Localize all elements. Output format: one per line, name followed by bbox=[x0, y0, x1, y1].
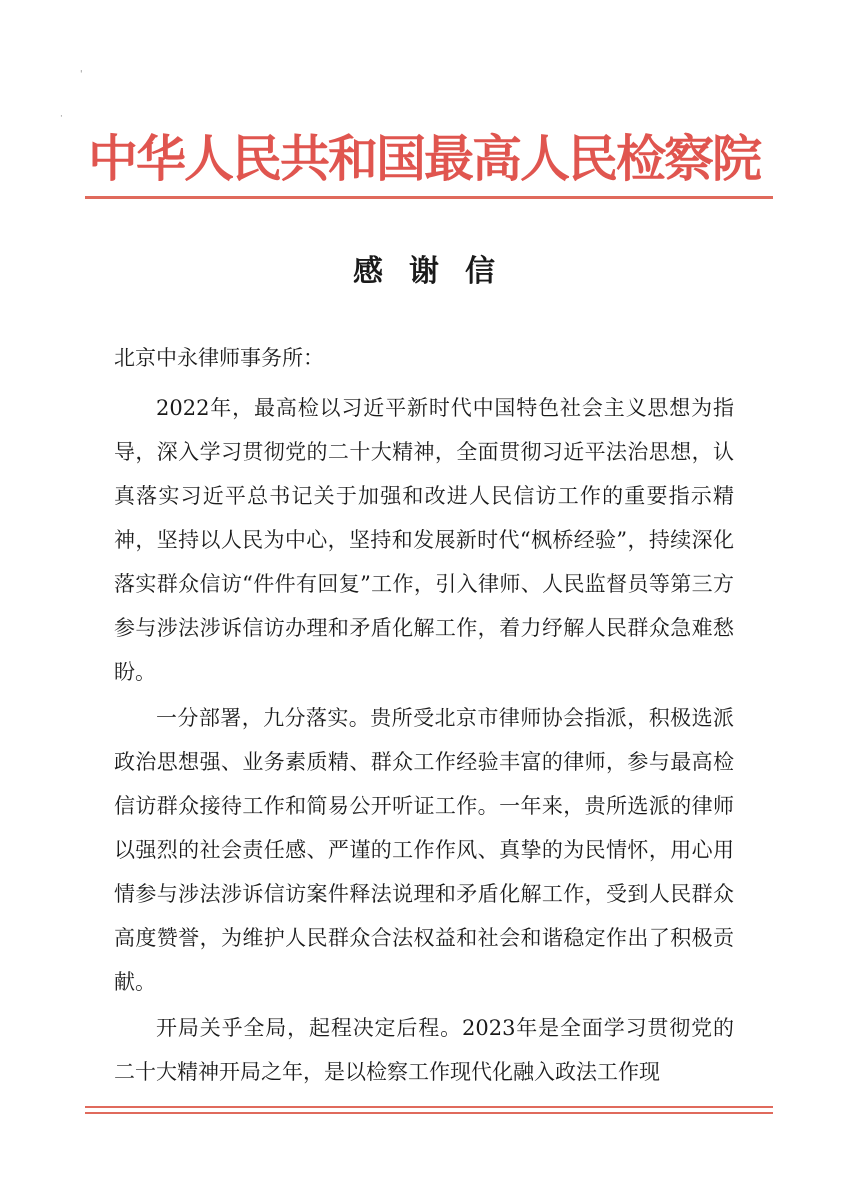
scan-mark-1: ' bbox=[80, 70, 83, 80]
footer-red-rule-upper bbox=[85, 1106, 773, 1108]
scan-mark-2: · bbox=[60, 112, 63, 122]
letter-title: 感谢信 bbox=[353, 254, 521, 289]
paragraph-2: 一分部署，九分落实。贵所受北京市律师协会指派，积极选派政治思想强、业务素质精、群众工作经验丰富的律师，参与最高检信访群众接待工作和简易公开听证工作。一年来，贵所选派的律师以强烈的社会责任感、严谨的工作作风、真挚的为民情怀，用心用情参与涉法涉诉信访案件释法说理和矛盾化解工作，受到人民群众高度赞誉，为维护人民群众合法权益和社会和谐稳定作出了积极贡献。 bbox=[114, 706, 734, 994]
paragraph-1: 2022年，最高检以习近平新时代中国特色社会主义思想为指导，深入学习贯彻党的二十大精神，全面贯彻习近平法治思想，认真落实习近平总书记关于加强和改进人民信访工作的重要指示精神，坚持以人民为中心，坚持和发展新时代“枫桥经验”，持续深化落实群众信访“件件有回复”工作，引入律师、人民监督员等第三方参与涉法涉诉信访办理和矛盾化解工作，着力纾解人民群众急难愁盼。 bbox=[114, 396, 734, 684]
letterhead-red-rule bbox=[85, 196, 773, 199]
salutation: 北京中永律师事务所： bbox=[114, 346, 324, 370]
footer-red-rule-lower bbox=[85, 1112, 773, 1114]
letter-body bbox=[114, 336, 734, 1094]
paragraph-3: 开局关乎全局，起程决定后程。2023年是全面学习贯彻党的二十大精神开局之年，是以检察工作现代化融入政法工作现 bbox=[114, 1016, 734, 1084]
letterhead-title: 中华人民共和国最高人民检察院 bbox=[88, 129, 760, 188]
